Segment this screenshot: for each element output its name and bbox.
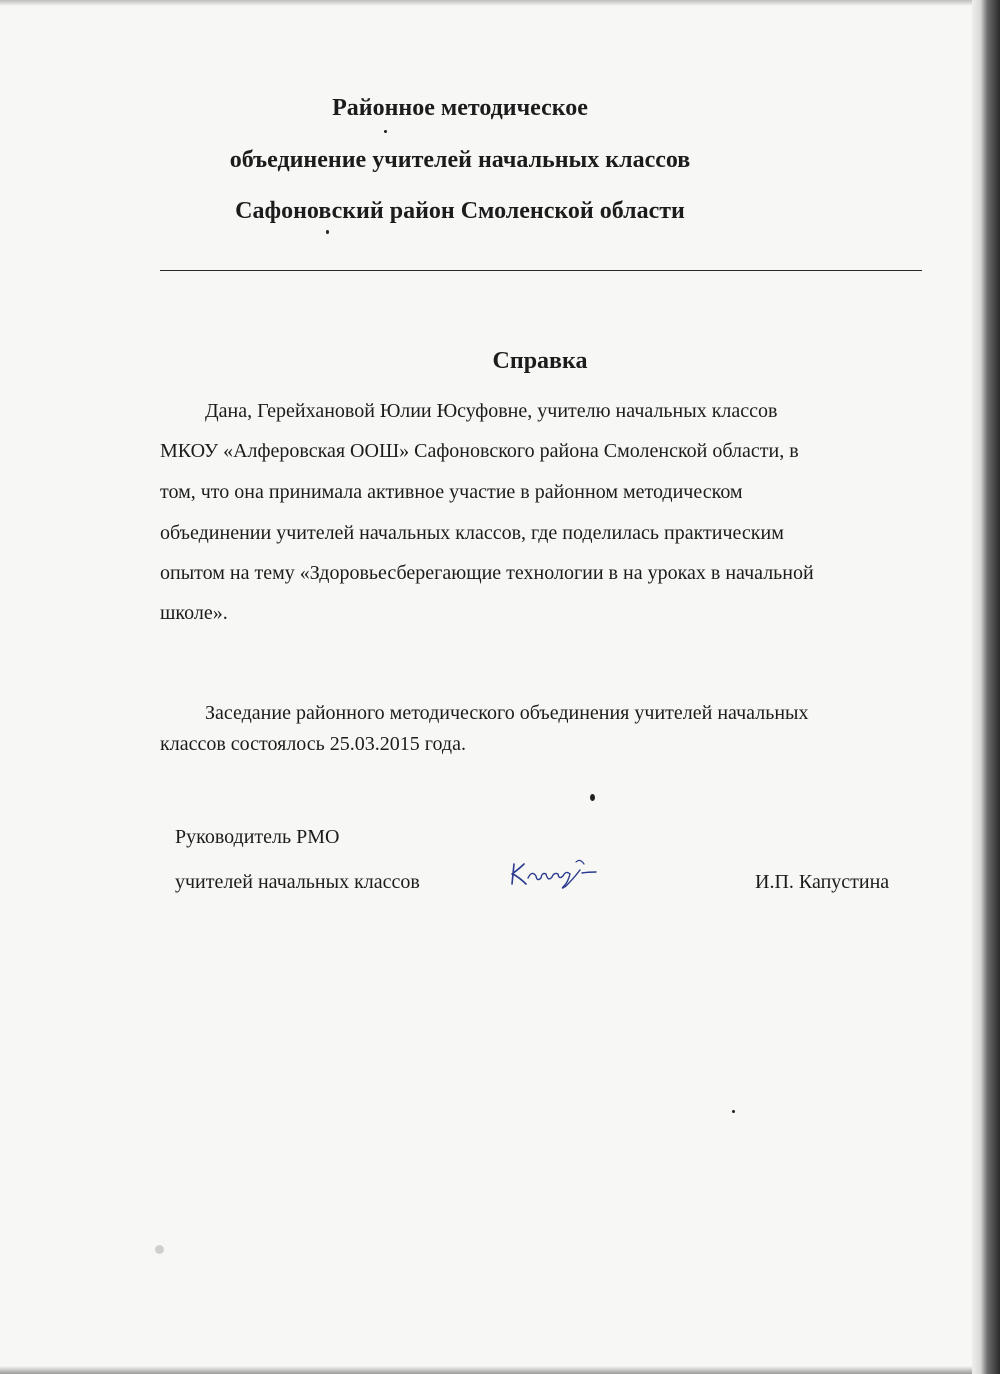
org-header-line-3: Сафоновский район Смоленской области <box>235 198 685 224</box>
signatory-role-line-1: Руководитель РМО <box>175 826 340 848</box>
scan-edge-top <box>0 0 1000 6</box>
handwritten-signature <box>506 852 606 892</box>
scan-edge-right <box>972 0 1000 1374</box>
org-header-line-1: Районное методическое <box>332 95 588 121</box>
body-p2-line: классов состоялось 25.03.2015 года. <box>160 733 466 755</box>
scan-speck <box>384 130 387 133</box>
scan-speck <box>326 230 329 234</box>
scan-speck <box>732 1110 735 1113</box>
org-header-line-2: объединение учителей начальных классов <box>229 147 691 173</box>
scan-speck <box>155 1245 164 1254</box>
body-p1-line: МКОУ «Алферовская ООШ» Сафоновского района Смоленской области, в <box>160 440 799 462</box>
signatory-role-line-2: учителей начальных классов <box>175 871 420 893</box>
scan-edge-bottom <box>0 1366 1000 1374</box>
document-title: Справка <box>492 348 588 374</box>
scan-speck <box>590 794 595 801</box>
body-p1-line: опытом на тему «Здоровьесберегающие технологии в на уроках в начальной <box>160 562 814 584</box>
body-p1-line: школе». <box>160 602 228 624</box>
body-p1-line: объединении учителей начальных классов, где поделилась практическим <box>160 522 784 544</box>
header-divider <box>160 270 922 271</box>
body-p1-line: Дана, Герейхановой Юлии Юсуфовне, учителю начальных классов <box>205 400 778 422</box>
body-p1-line: том, что она принимала активное участие в районном методическом <box>160 481 743 503</box>
signatory-name: И.П. Капустина <box>755 871 890 893</box>
body-p2-line: Заседание районного методического объединения учителей начальных <box>205 702 809 724</box>
